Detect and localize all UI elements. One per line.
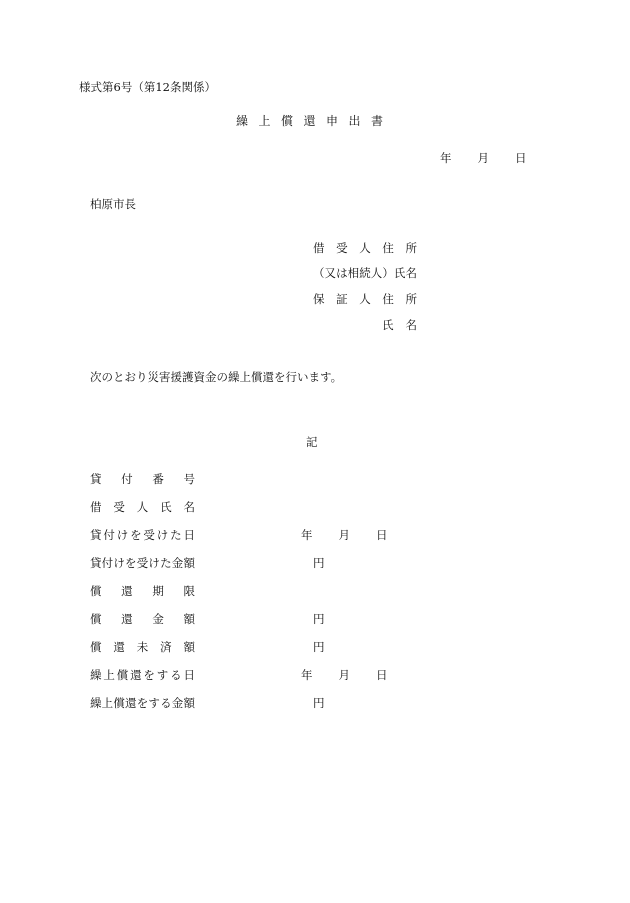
repayment-amount-label: 償還金額 <box>90 612 195 626</box>
repayment-deadline-label: 償還期限 <box>90 584 195 598</box>
month-label: 月 <box>338 668 350 682</box>
loan-amount-unit: 円 <box>313 556 325 570</box>
repayment-amount-unit: 円 <box>313 612 325 626</box>
addressee: 柏原市長 <box>90 197 136 211</box>
early-repayment-date-value <box>301 670 388 682</box>
borrower-name-label: （又は相続人）氏名 <box>313 266 417 280</box>
submission-date <box>440 153 527 165</box>
outstanding-amount-label: 償還未済額 <box>90 640 195 654</box>
loan-date-value <box>301 530 388 542</box>
month-label: 月 <box>338 528 350 542</box>
borrower-full-name-label: 借受人氏名 <box>90 500 195 514</box>
day-label: 日 <box>376 528 388 542</box>
document-title: 繰上償還申出書 <box>236 114 394 128</box>
day-label: 日 <box>515 151 527 165</box>
ki-heading: 記 <box>306 435 318 449</box>
year-label: 年 <box>301 528 313 542</box>
year-label: 年 <box>301 668 313 682</box>
guarantor-address-label: 保証人住所 <box>313 292 417 306</box>
month-label: 月 <box>477 151 489 165</box>
request-statement: 次のとおり災害援護資金の繰上償還を行います。 <box>90 370 343 384</box>
loan-number-label: 貸付番号 <box>90 472 195 486</box>
early-repayment-amount-unit: 円 <box>313 696 325 710</box>
year-label: 年 <box>440 151 452 165</box>
early-repayment-date-label: 繰上償還をする日 <box>90 668 195 682</box>
form-number: 様式第6号（第12条関係） <box>79 80 216 94</box>
loan-amount-label: 貸付けを受けた金額 <box>90 556 195 570</box>
early-repayment-amount-label: 繰上償還をする金額 <box>90 696 195 710</box>
loan-date-label: 貸付けを受けた日 <box>90 528 195 542</box>
borrower-address-label: 借受人住所 <box>313 241 417 255</box>
day-label: 日 <box>376 668 388 682</box>
guarantor-name-label: 氏名 <box>382 318 417 332</box>
outstanding-amount-unit: 円 <box>313 640 325 654</box>
